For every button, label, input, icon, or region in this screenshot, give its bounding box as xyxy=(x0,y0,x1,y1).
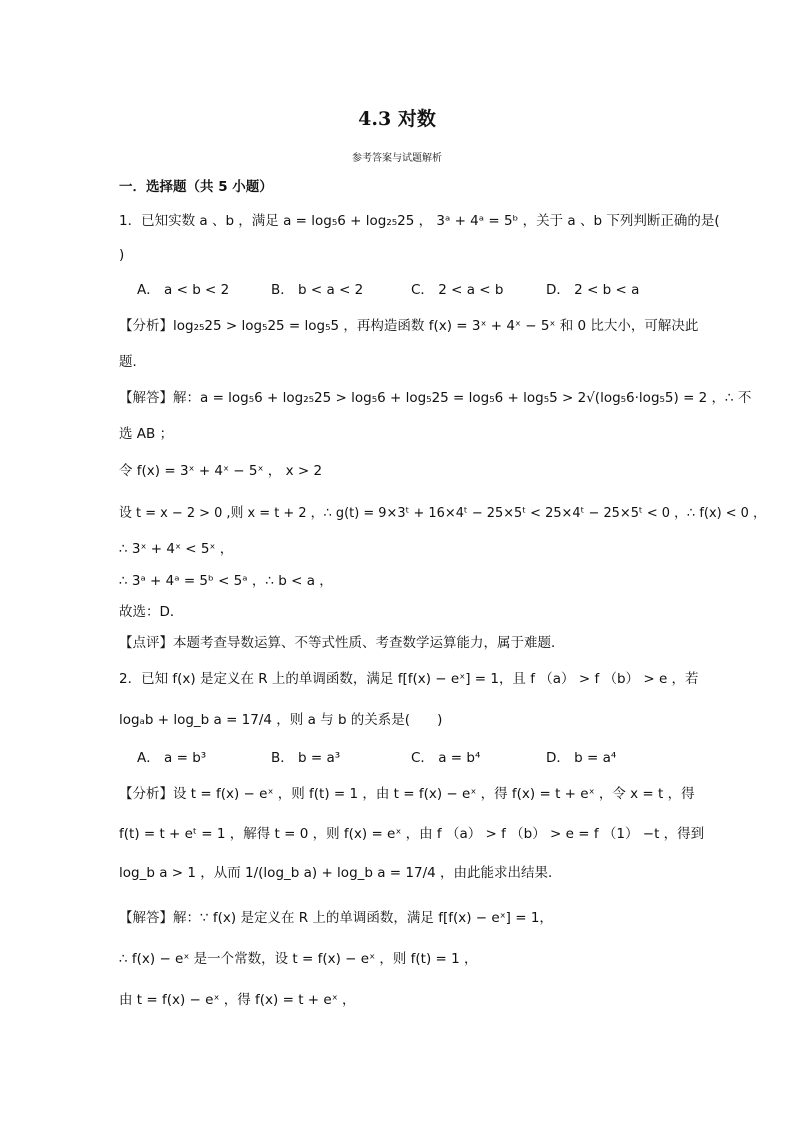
q1-solution-line4: 设 t = x − 2 > 0 ,则 x = t + 2 ，∴ g(t) = 9×3ᵗ + 16×4ᵗ − 25×5ᵗ < 25×4ᵗ − 25×5ᵗ < 0 ，∴ f(x) < 0 ， xyxy=(119,505,766,521)
q2-option-b: B． b = a³ xyxy=(271,750,341,766)
q1-comment: 【点评】本题考查导数运算、不等式性质、考查数学运算能力，属于难题． xyxy=(119,635,565,651)
q1-option-b: B． b < a < 2 xyxy=(271,282,364,298)
q1-analysis-line1: 【分析】log₂₅25 > log₅25 = log₅5 ，再构造函数 f(x) = 3ˣ + 4ˣ − 5ˣ 和 0 比大小，可解决此 xyxy=(119,318,699,334)
q2-option-d: D． b = a⁴ xyxy=(546,750,617,766)
q1-analysis-line2: 题． xyxy=(119,354,146,370)
q2-option-a: A． a = b³ xyxy=(137,750,207,766)
q2-solution-line3: 由 t = f(x) − eˣ ，得 f(x) = t + eˣ ， xyxy=(119,992,356,1008)
q2-option-c: C． a = b⁴ xyxy=(411,750,481,766)
q1-choice: 故选：D． xyxy=(119,604,184,620)
page-title: 4.3 对数 xyxy=(358,108,436,130)
q2-solution-line1: 【解答】解：∵ f(x) 是定义在 R 上的单调函数，满足 f[f(x) − eˣ] = 1， xyxy=(119,910,553,926)
q1-stem-line2: ) xyxy=(119,247,125,263)
q2-analysis-line1: 【分析】设 t = f(x) − eˣ ，则 f(t) = 1 ，由 t = f(x) − eˣ ，得 f(x) = t + eˣ ，令 x = t ，得 xyxy=(119,786,695,802)
q1-solution-line5: ∴ 3ˣ + 4ˣ < 5ˣ ， xyxy=(119,541,234,557)
q2-analysis-line3: log_b a > 1 ，从而 1/(log_b a) + log_b a = 17/4 ，由此能求出结果． xyxy=(119,865,562,881)
q1-solution-line2: 选 AB ； xyxy=(119,426,174,442)
q1-option-c: C． 2 < a < b xyxy=(411,282,504,298)
q1-solution-line1: 【解答】解：a = log₅6 + log₂₅25 > log₅6 + log₅25 = log₅6 + log₅5 > 2√(log₅6·log₅5) = 2 ，∴ 不 xyxy=(119,390,752,406)
q2-analysis-line2: f(t) = t + eᵗ = 1 ，解得 t = 0 ，则 f(x) = eˣ ，由 f （a） > f （b） > e = f （1） −t ，得到 xyxy=(119,826,705,842)
q2-stem-line1: 2．已知 f(x) 是定义在 R 上的单调函数，满足 f[f(x) − eˣ] = 1，且 f （a） > f （b） > e ，若 xyxy=(119,671,699,687)
q1-solution-line3: 令 f(x) = 3ˣ + 4ˣ − 5ˣ ， x > 2 xyxy=(119,463,323,479)
q2-stem-line2: logₐb + log_b a = 17/4 ，则 a 与 b 的关系是( ) xyxy=(119,712,443,728)
q1-solution-line6: ∴ 3ᵃ + 4ᵃ = 5ᵇ < 5ᵃ ，∴ b < a ， xyxy=(119,573,333,589)
section-heading: 一．选择题（共 5 小题） xyxy=(119,179,273,195)
page-subtitle: 参考答案与试题解析 xyxy=(352,153,442,164)
q1-option-a: A． a < b < 2 xyxy=(137,282,230,298)
q2-solution-line2: ∴ f(x) − eˣ 是一个常数，设 t = f(x) − eˣ ，则 f(t) = 1 ， xyxy=(119,951,478,967)
q1-stem-line1: 1．已知实数 a 、b ，满足 a = log₅6 + log₂₅25 ， 3ᵃ + 4ᵃ = 5ᵇ ，关于 a 、b 下列判断正确的是( xyxy=(119,213,720,229)
q1-option-d: D． 2 < b < a xyxy=(546,282,640,298)
